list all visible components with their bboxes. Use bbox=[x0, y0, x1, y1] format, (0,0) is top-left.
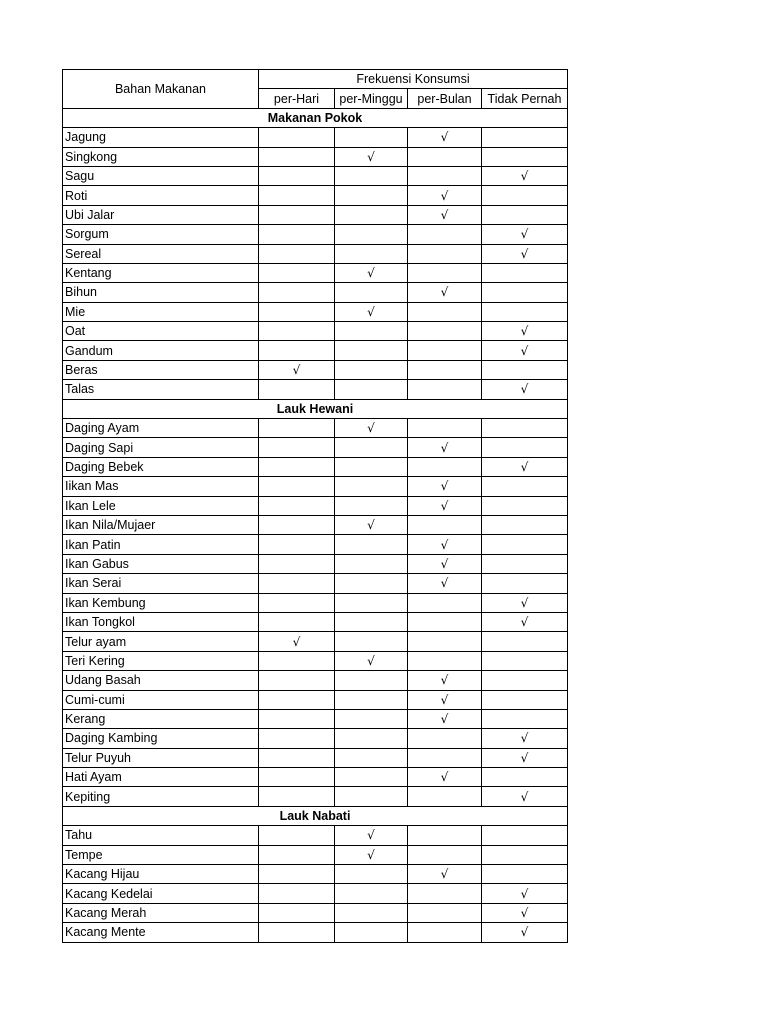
food-name-cell: Ikan Lele bbox=[63, 496, 259, 515]
empty-cell-per-bulan bbox=[408, 632, 482, 651]
food-name-cell: Singkong bbox=[63, 147, 259, 166]
food-name-cell: Daging Bebek bbox=[63, 457, 259, 476]
empty-cell-per-minggu bbox=[335, 690, 408, 709]
food-name-cell: Ikan Patin bbox=[63, 535, 259, 554]
empty-cell-per-bulan bbox=[408, 884, 482, 903]
check-mark-tidak-pernah: √ bbox=[482, 787, 568, 806]
food-name-cell: Ikan Gabus bbox=[63, 554, 259, 573]
empty-cell-per-bulan bbox=[408, 903, 482, 922]
section-row bbox=[63, 806, 568, 825]
food-name-cell: Kacang Kedelai bbox=[63, 884, 259, 903]
check-mark-per-minggu: √ bbox=[335, 651, 408, 670]
food-name-cell: Daging Sapi bbox=[63, 438, 259, 457]
check-mark-per-bulan: √ bbox=[408, 438, 482, 457]
empty-cell-per-minggu bbox=[335, 593, 408, 612]
food-name-cell: Ikan Serai bbox=[63, 574, 259, 593]
check-mark-per-minggu: √ bbox=[335, 302, 408, 321]
empty-cell-per-minggu bbox=[335, 360, 408, 379]
empty-cell-per-hari bbox=[259, 283, 335, 302]
food-name-cell: Kacang Hijau bbox=[63, 865, 259, 884]
empty-cell-per-hari bbox=[259, 768, 335, 787]
food-name-cell: Kacang Mente bbox=[63, 923, 259, 942]
table-row bbox=[63, 360, 568, 379]
food-name-cell: Ubi Jalar bbox=[63, 205, 259, 224]
empty-cell-per-minggu bbox=[335, 225, 408, 244]
table-row bbox=[63, 845, 568, 864]
table-row bbox=[63, 225, 568, 244]
empty-cell-per-minggu bbox=[335, 903, 408, 922]
check-mark-per-bulan: √ bbox=[408, 554, 482, 573]
empty-cell-per-bulan bbox=[408, 826, 482, 845]
check-mark-per-minggu: √ bbox=[335, 147, 408, 166]
empty-cell-per-hari bbox=[259, 380, 335, 399]
empty-cell-per-minggu bbox=[335, 535, 408, 554]
empty-cell-per-minggu bbox=[335, 632, 408, 651]
empty-cell-tidak-pernah bbox=[482, 263, 568, 282]
food-name-cell: Mie bbox=[63, 302, 259, 321]
food-name-cell: Teri Kering bbox=[63, 651, 259, 670]
column-header-per-hari: per-Hari bbox=[259, 89, 335, 108]
food-column-header: Bahan Makanan bbox=[63, 70, 259, 109]
empty-cell-per-hari bbox=[259, 903, 335, 922]
check-mark-per-minggu: √ bbox=[335, 263, 408, 282]
food-name-cell: Hati Ayam bbox=[63, 768, 259, 787]
empty-cell-per-minggu bbox=[335, 438, 408, 457]
empty-cell-per-minggu bbox=[335, 923, 408, 942]
check-mark-per-minggu: √ bbox=[335, 515, 408, 534]
section-title: Lauk Hewani bbox=[63, 399, 568, 418]
check-mark-tidak-pernah: √ bbox=[482, 923, 568, 942]
table-row bbox=[63, 322, 568, 341]
check-mark-per-minggu: √ bbox=[335, 845, 408, 864]
table-row bbox=[63, 923, 568, 942]
table-row bbox=[63, 302, 568, 321]
food-name-cell: Ikan Tongkol bbox=[63, 612, 259, 631]
empty-cell-per-hari bbox=[259, 322, 335, 341]
check-mark-tidak-pernah: √ bbox=[482, 903, 568, 922]
empty-cell-per-hari bbox=[259, 709, 335, 728]
table-row bbox=[63, 903, 568, 922]
food-name-cell: Telur Puyuh bbox=[63, 748, 259, 767]
empty-cell-per-minggu bbox=[335, 671, 408, 690]
food-name-cell: Beras bbox=[63, 360, 259, 379]
check-mark-per-bulan: √ bbox=[408, 186, 482, 205]
check-mark-per-bulan: √ bbox=[408, 768, 482, 787]
column-header-tidak-pernah: Tidak Pernah bbox=[482, 89, 568, 108]
check-mark-per-bulan: √ bbox=[408, 671, 482, 690]
empty-cell-per-bulan bbox=[408, 923, 482, 942]
table-row bbox=[63, 515, 568, 534]
empty-cell-per-hari bbox=[259, 884, 335, 903]
food-name-cell: Bihun bbox=[63, 283, 259, 302]
table-row bbox=[63, 438, 568, 457]
empty-cell-per-minggu bbox=[335, 477, 408, 496]
food-name-cell: Ikan Kembung bbox=[63, 593, 259, 612]
food-name-cell: Iikan Mas bbox=[63, 477, 259, 496]
empty-cell-per-minggu bbox=[335, 380, 408, 399]
empty-cell-per-bulan bbox=[408, 515, 482, 534]
table-row bbox=[63, 690, 568, 709]
check-mark-tidak-pernah: √ bbox=[482, 593, 568, 612]
check-mark-tidak-pernah: √ bbox=[482, 884, 568, 903]
empty-cell-per-bulan bbox=[408, 225, 482, 244]
check-mark-tidak-pernah: √ bbox=[482, 341, 568, 360]
empty-cell-per-hari bbox=[259, 845, 335, 864]
empty-cell-per-hari bbox=[259, 302, 335, 321]
empty-cell-per-hari bbox=[259, 477, 335, 496]
section-row bbox=[63, 108, 568, 127]
empty-cell-tidak-pernah bbox=[482, 128, 568, 147]
check-mark-per-bulan: √ bbox=[408, 477, 482, 496]
section-title: Makanan Pokok bbox=[63, 108, 568, 127]
table-row bbox=[63, 166, 568, 185]
empty-cell-per-bulan bbox=[408, 360, 482, 379]
empty-cell-tidak-pernah bbox=[482, 186, 568, 205]
table-row bbox=[63, 884, 568, 903]
empty-cell-per-hari bbox=[259, 225, 335, 244]
table-row bbox=[63, 729, 568, 748]
column-header-per-bulan: per-Bulan bbox=[408, 89, 482, 108]
empty-cell-per-bulan bbox=[408, 244, 482, 263]
check-mark-per-bulan: √ bbox=[408, 865, 482, 884]
section-row bbox=[63, 399, 568, 418]
empty-cell-per-hari bbox=[259, 535, 335, 554]
table-row bbox=[63, 826, 568, 845]
check-mark-per-bulan: √ bbox=[408, 496, 482, 515]
empty-cell-per-hari bbox=[259, 923, 335, 942]
empty-cell-tidak-pernah bbox=[482, 515, 568, 534]
empty-cell-tidak-pernah bbox=[482, 496, 568, 515]
empty-cell-per-bulan bbox=[408, 593, 482, 612]
table-row bbox=[63, 263, 568, 282]
table-row bbox=[63, 283, 568, 302]
food-name-cell: Sereal bbox=[63, 244, 259, 263]
empty-cell-tidak-pernah bbox=[482, 632, 568, 651]
food-name-cell: Kacang Merah bbox=[63, 903, 259, 922]
check-mark-per-hari: √ bbox=[259, 360, 335, 379]
empty-cell-tidak-pernah bbox=[482, 709, 568, 728]
empty-cell-tidak-pernah bbox=[482, 477, 568, 496]
table-row bbox=[63, 535, 568, 554]
empty-cell-per-minggu bbox=[335, 205, 408, 224]
empty-cell-per-hari bbox=[259, 593, 335, 612]
check-mark-tidak-pernah: √ bbox=[482, 225, 568, 244]
food-name-cell: Gandum bbox=[63, 341, 259, 360]
frequency-group-header: Frekuensi Konsumsi bbox=[259, 70, 568, 89]
empty-cell-tidak-pernah bbox=[482, 845, 568, 864]
header-row-top bbox=[63, 70, 568, 89]
empty-cell-per-minggu bbox=[335, 612, 408, 631]
table-row bbox=[63, 554, 568, 573]
table-row bbox=[63, 496, 568, 515]
table-row bbox=[63, 341, 568, 360]
empty-cell-tidak-pernah bbox=[482, 302, 568, 321]
check-mark-per-bulan: √ bbox=[408, 690, 482, 709]
empty-cell-per-minggu bbox=[335, 457, 408, 476]
empty-cell-per-hari bbox=[259, 244, 335, 263]
table-row bbox=[63, 865, 568, 884]
empty-cell-per-bulan bbox=[408, 380, 482, 399]
food-name-cell: Daging Kambing bbox=[63, 729, 259, 748]
empty-cell-per-bulan bbox=[408, 845, 482, 864]
empty-cell-per-hari bbox=[259, 671, 335, 690]
food-name-cell: Ikan Nila/Mujaer bbox=[63, 515, 259, 534]
table-row bbox=[63, 477, 568, 496]
table-row bbox=[63, 612, 568, 631]
empty-cell-per-minggu bbox=[335, 322, 408, 341]
empty-cell-per-hari bbox=[259, 166, 335, 185]
empty-cell-per-hari bbox=[259, 748, 335, 767]
empty-cell-per-bulan bbox=[408, 166, 482, 185]
food-name-cell: Tempe bbox=[63, 845, 259, 864]
empty-cell-tidak-pernah bbox=[482, 438, 568, 457]
table-row bbox=[63, 186, 568, 205]
food-name-cell: Jagung bbox=[63, 128, 259, 147]
table-row bbox=[63, 709, 568, 728]
empty-cell-per-hari bbox=[259, 651, 335, 670]
check-mark-tidak-pernah: √ bbox=[482, 457, 568, 476]
empty-cell-tidak-pernah bbox=[482, 147, 568, 166]
food-name-cell: Sorgum bbox=[63, 225, 259, 244]
empty-cell-per-minggu bbox=[335, 283, 408, 302]
empty-cell-per-minggu bbox=[335, 341, 408, 360]
food-name-cell: Kerang bbox=[63, 709, 259, 728]
empty-cell-per-minggu bbox=[335, 166, 408, 185]
check-mark-tidak-pernah: √ bbox=[482, 244, 568, 263]
empty-cell-per-hari bbox=[259, 729, 335, 748]
check-mark-tidak-pernah: √ bbox=[482, 748, 568, 767]
empty-cell-per-hari bbox=[259, 128, 335, 147]
empty-cell-tidak-pernah bbox=[482, 419, 568, 438]
empty-cell-per-hari bbox=[259, 574, 335, 593]
empty-cell-per-minggu bbox=[335, 768, 408, 787]
empty-cell-per-hari bbox=[259, 186, 335, 205]
empty-cell-per-minggu bbox=[335, 554, 408, 573]
empty-cell-per-hari bbox=[259, 341, 335, 360]
empty-cell-tidak-pernah bbox=[482, 690, 568, 709]
table-body bbox=[63, 70, 568, 943]
empty-cell-per-bulan bbox=[408, 651, 482, 670]
empty-cell-tidak-pernah bbox=[482, 671, 568, 690]
empty-cell-per-minggu bbox=[335, 709, 408, 728]
empty-cell-per-hari bbox=[259, 438, 335, 457]
empty-cell-tidak-pernah bbox=[482, 865, 568, 884]
check-mark-per-minggu: √ bbox=[335, 419, 408, 438]
table-row bbox=[63, 593, 568, 612]
table-row bbox=[63, 205, 568, 224]
check-mark-per-hari: √ bbox=[259, 632, 335, 651]
empty-cell-tidak-pernah bbox=[482, 768, 568, 787]
table-row bbox=[63, 419, 568, 438]
empty-cell-per-minggu bbox=[335, 186, 408, 205]
empty-cell-per-minggu bbox=[335, 729, 408, 748]
check-mark-tidak-pernah: √ bbox=[482, 380, 568, 399]
empty-cell-tidak-pernah bbox=[482, 554, 568, 573]
empty-cell-per-minggu bbox=[335, 244, 408, 263]
food-name-cell: Udang Basah bbox=[63, 671, 259, 690]
table-row bbox=[63, 651, 568, 670]
food-name-cell: Kentang bbox=[63, 263, 259, 282]
empty-cell-tidak-pernah bbox=[482, 651, 568, 670]
empty-cell-per-minggu bbox=[335, 787, 408, 806]
empty-cell-per-bulan bbox=[408, 748, 482, 767]
check-mark-tidak-pernah: √ bbox=[482, 322, 568, 341]
table-row bbox=[63, 380, 568, 399]
check-mark-tidak-pernah: √ bbox=[482, 166, 568, 185]
check-mark-per-minggu: √ bbox=[335, 826, 408, 845]
empty-cell-per-bulan bbox=[408, 612, 482, 631]
table-row bbox=[63, 244, 568, 263]
food-name-cell: Oat bbox=[63, 322, 259, 341]
food-name-cell: Talas bbox=[63, 380, 259, 399]
food-name-cell: Tahu bbox=[63, 826, 259, 845]
empty-cell-per-bulan bbox=[408, 302, 482, 321]
empty-cell-tidak-pernah bbox=[482, 826, 568, 845]
empty-cell-per-hari bbox=[259, 457, 335, 476]
empty-cell-per-bulan bbox=[408, 729, 482, 748]
empty-cell-per-hari bbox=[259, 205, 335, 224]
food-name-cell: Daging Ayam bbox=[63, 419, 259, 438]
food-name-cell: Cumi-cumi bbox=[63, 690, 259, 709]
empty-cell-per-hari bbox=[259, 263, 335, 282]
empty-cell-per-minggu bbox=[335, 496, 408, 515]
check-mark-per-bulan: √ bbox=[408, 283, 482, 302]
empty-cell-per-hari bbox=[259, 496, 335, 515]
table-row bbox=[63, 748, 568, 767]
empty-cell-per-hari bbox=[259, 554, 335, 573]
table-row bbox=[63, 147, 568, 166]
table-row bbox=[63, 632, 568, 651]
empty-cell-per-minggu bbox=[335, 884, 408, 903]
empty-cell-per-bulan bbox=[408, 787, 482, 806]
empty-cell-per-hari bbox=[259, 515, 335, 534]
food-name-cell: Kepiting bbox=[63, 787, 259, 806]
empty-cell-per-bulan bbox=[408, 341, 482, 360]
table-row bbox=[63, 671, 568, 690]
empty-cell-per-bulan bbox=[408, 322, 482, 341]
food-name-cell: Roti bbox=[63, 186, 259, 205]
check-mark-per-bulan: √ bbox=[408, 205, 482, 224]
empty-cell-per-hari bbox=[259, 787, 335, 806]
empty-cell-per-minggu bbox=[335, 574, 408, 593]
empty-cell-per-bulan bbox=[408, 263, 482, 282]
empty-cell-per-minggu bbox=[335, 128, 408, 147]
empty-cell-tidak-pernah bbox=[482, 360, 568, 379]
empty-cell-per-hari bbox=[259, 865, 335, 884]
empty-cell-per-bulan bbox=[408, 147, 482, 166]
empty-cell-per-hari bbox=[259, 690, 335, 709]
empty-cell-tidak-pernah bbox=[482, 574, 568, 593]
empty-cell-per-hari bbox=[259, 419, 335, 438]
table-row bbox=[63, 787, 568, 806]
food-name-cell: Sagu bbox=[63, 166, 259, 185]
empty-cell-tidak-pernah bbox=[482, 535, 568, 554]
empty-cell-per-bulan bbox=[408, 457, 482, 476]
food-frequency-table bbox=[62, 69, 568, 943]
empty-cell-per-minggu bbox=[335, 748, 408, 767]
check-mark-per-bulan: √ bbox=[408, 128, 482, 147]
table-row bbox=[63, 768, 568, 787]
food-name-cell: Telur ayam bbox=[63, 632, 259, 651]
check-mark-per-bulan: √ bbox=[408, 574, 482, 593]
empty-cell-per-hari bbox=[259, 612, 335, 631]
check-mark-tidak-pernah: √ bbox=[482, 729, 568, 748]
empty-cell-per-minggu bbox=[335, 865, 408, 884]
table-row bbox=[63, 457, 568, 476]
empty-cell-tidak-pernah bbox=[482, 205, 568, 224]
empty-cell-per-bulan bbox=[408, 419, 482, 438]
empty-cell-per-hari bbox=[259, 147, 335, 166]
check-mark-per-bulan: √ bbox=[408, 535, 482, 554]
check-mark-per-bulan: √ bbox=[408, 709, 482, 728]
column-header-per-minggu: per-Minggu bbox=[335, 89, 408, 108]
table-row bbox=[63, 128, 568, 147]
empty-cell-tidak-pernah bbox=[482, 283, 568, 302]
check-mark-tidak-pernah: √ bbox=[482, 612, 568, 631]
table-row bbox=[63, 574, 568, 593]
section-title: Lauk Nabati bbox=[63, 806, 568, 825]
empty-cell-per-hari bbox=[259, 826, 335, 845]
